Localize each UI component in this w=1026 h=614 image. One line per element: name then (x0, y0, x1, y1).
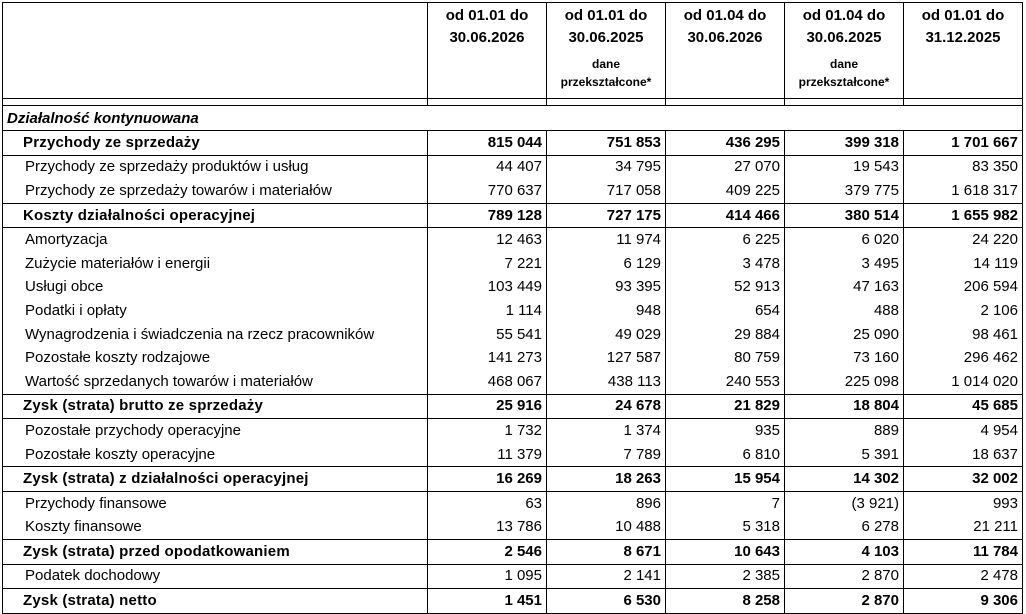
row-value-col-2: 727 175 (547, 203, 666, 228)
row-value-col-3: 5 318 (666, 516, 785, 540)
row-value-col-1: 7 221 (428, 252, 547, 276)
row-value-col-4: 14 302 (785, 467, 904, 492)
header-row (3, 3, 1023, 99)
row-value-col-5: 14 119 (904, 252, 1023, 276)
row-value-col-3: 29 884 (666, 323, 785, 347)
row-value-col-1: 815 044 (428, 131, 547, 156)
row-value-col-2: 11 974 (547, 228, 666, 252)
header-col-4 (785, 3, 904, 99)
row-value-col-1: 63 (428, 491, 547, 515)
row-value-col-3: 15 954 (666, 467, 785, 492)
row-value-col-3: 80 759 (666, 346, 785, 370)
row-value-col-3: 21 829 (666, 394, 785, 419)
row-value-col-1: 141 273 (428, 346, 547, 370)
row-value-col-1: 1 732 (428, 419, 547, 443)
row-value-col-5: 1 014 020 (904, 370, 1023, 394)
row-value-col-3: 6 810 (666, 443, 785, 467)
row-value-col-5: 24 220 (904, 228, 1023, 252)
row-value-col-3: 8 258 (666, 589, 785, 614)
row-value-col-4: (3 921) (785, 491, 904, 515)
row-label: Usługi obce (3, 276, 428, 300)
row-value-col-4: 379 775 (785, 179, 904, 203)
row-value-col-4: 2 870 (785, 564, 904, 589)
income-statement (2, 2, 1022, 614)
row-value-col-1: 12 463 (428, 228, 547, 252)
row-label: Pozostałe przychody operacyjne (3, 419, 428, 443)
row-value-col-3: 10 643 (666, 540, 785, 565)
row-label: Zużycie materiałów i energii (3, 252, 428, 276)
table-row (3, 252, 1023, 276)
header-period-start: od 01.04 do (683, 7, 767, 24)
row-value-col-4: 47 163 (785, 276, 904, 300)
table-row (3, 276, 1023, 300)
table-row (3, 419, 1023, 443)
header-period-end: 30.06.2025 (806, 29, 882, 46)
row-value-col-2: 93 395 (547, 276, 666, 300)
row-value-col-4: 18 804 (785, 394, 904, 419)
row-value-col-1: 789 128 (428, 203, 547, 228)
table-row-total (3, 131, 1023, 156)
row-value-col-3: 2 385 (666, 564, 785, 589)
table-row (3, 323, 1023, 347)
row-value-col-2: 24 678 (547, 394, 666, 419)
row-label: Zysk (strata) przed opodatkowaniem (3, 540, 428, 565)
row-value-col-1: 13 786 (428, 516, 547, 540)
row-value-col-2: 127 587 (547, 346, 666, 370)
row-label: Wartość sprzedanych towarów i materiałów (3, 370, 428, 394)
header-corner-cell (3, 3, 428, 99)
row-label: Przychody finansowe (3, 491, 428, 515)
table-row-total (3, 394, 1023, 419)
section-row (3, 106, 1023, 131)
row-value-col-3: 52 913 (666, 276, 785, 300)
row-value-col-2: 8 671 (547, 540, 666, 565)
row-value-col-1: 44 407 (428, 155, 547, 179)
table-row (3, 228, 1023, 252)
table-row-total (3, 467, 1023, 492)
row-value-col-5: 1 701 667 (904, 131, 1023, 156)
row-value-col-5: 2 106 (904, 299, 1023, 323)
table-row-total (3, 203, 1023, 228)
table-row (3, 516, 1023, 540)
row-value-col-3: 414 466 (666, 203, 785, 228)
row-value-col-4: 3 495 (785, 252, 904, 276)
section-title: Działalność kontynuowana (3, 106, 1023, 131)
row-value-col-4: 2 870 (785, 589, 904, 614)
header-period-end: 31.12.2025 (925, 29, 1001, 46)
row-value-col-5: 4 954 (904, 419, 1023, 443)
row-value-col-4: 488 (785, 299, 904, 323)
row-value-col-2: 7 789 (547, 443, 666, 467)
row-value-col-1: 103 449 (428, 276, 547, 300)
row-value-col-5: 9 306 (904, 589, 1023, 614)
row-value-col-3: 436 295 (666, 131, 785, 156)
table-row (3, 443, 1023, 467)
table-row (3, 491, 1023, 515)
row-value-col-5: 206 594 (904, 276, 1023, 300)
row-value-col-5: 18 637 (904, 443, 1023, 467)
table-row (3, 155, 1023, 179)
header-restated-note: dane przekształcone* (798, 57, 890, 89)
row-value-col-1: 1 095 (428, 564, 547, 589)
header-col-1 (428, 3, 547, 99)
header-period-start: od 01.01 do (564, 7, 648, 24)
row-value-col-2: 49 029 (547, 323, 666, 347)
row-value-col-4: 73 160 (785, 346, 904, 370)
row-value-col-4: 889 (785, 419, 904, 443)
row-value-col-2: 896 (547, 491, 666, 515)
row-value-col-1: 770 637 (428, 179, 547, 203)
row-value-col-4: 399 318 (785, 131, 904, 156)
row-label: Podatki i opłaty (3, 299, 428, 323)
income-statement-table (2, 2, 1023, 614)
row-value-col-4: 19 543 (785, 155, 904, 179)
row-label: Zysk (strata) brutto ze sprzedaży (3, 394, 428, 419)
row-value-col-5: 21 211 (904, 516, 1023, 540)
table-row (3, 179, 1023, 203)
row-label: Podatek dochodowy (3, 564, 428, 589)
row-value-col-1: 2 546 (428, 540, 547, 565)
row-value-col-2: 438 113 (547, 370, 666, 394)
header-restated-note: dane przekształcone* (560, 57, 652, 89)
header-col-3 (666, 3, 785, 99)
row-value-col-2: 2 141 (547, 564, 666, 589)
spacer-row (3, 99, 1023, 106)
row-value-col-3: 654 (666, 299, 785, 323)
row-label: Koszty działalności operacyjnej (3, 203, 428, 228)
row-value-col-5: 993 (904, 491, 1023, 515)
row-label: Zysk (strata) z działalności operacyjnej (3, 467, 428, 492)
header-col-2 (547, 3, 666, 99)
row-value-col-3: 409 225 (666, 179, 785, 203)
row-value-col-3: 7 (666, 491, 785, 515)
header-col-5 (904, 3, 1023, 99)
row-value-col-5: 296 462 (904, 346, 1023, 370)
row-label: Koszty finansowe (3, 516, 428, 540)
row-value-col-2: 1 374 (547, 419, 666, 443)
row-label: Przychody ze sprzedaży produktów i usług (3, 155, 428, 179)
row-value-col-2: 18 263 (547, 467, 666, 492)
table-row (3, 370, 1023, 394)
row-value-col-1: 11 379 (428, 443, 547, 467)
row-value-col-5: 98 461 (904, 323, 1023, 347)
header-period-start: od 01.04 do (802, 7, 886, 24)
table-row-total (3, 540, 1023, 565)
table-row (3, 564, 1023, 589)
header-period-end: 30.06.2026 (449, 29, 525, 46)
row-value-col-3: 935 (666, 419, 785, 443)
table-row (3, 346, 1023, 370)
row-value-col-2: 751 853 (547, 131, 666, 156)
row-value-col-2: 34 795 (547, 155, 666, 179)
row-value-col-4: 4 103 (785, 540, 904, 565)
row-value-col-5: 11 784 (904, 540, 1023, 565)
row-value-col-3: 6 225 (666, 228, 785, 252)
table-row-total (3, 589, 1023, 614)
row-value-col-1: 25 916 (428, 394, 547, 419)
row-label: Przychody ze sprzedaży towarów i materiałów (3, 179, 428, 203)
row-value-col-4: 225 098 (785, 370, 904, 394)
row-value-col-4: 6 020 (785, 228, 904, 252)
row-value-col-5: 2 478 (904, 564, 1023, 589)
row-value-col-4: 6 278 (785, 516, 904, 540)
row-value-col-2: 6 530 (547, 589, 666, 614)
row-value-col-3: 240 553 (666, 370, 785, 394)
row-label: Pozostałe koszty operacyjne (3, 443, 428, 467)
row-value-col-5: 1 618 317 (904, 179, 1023, 203)
header-period-end: 30.06.2025 (568, 29, 644, 46)
row-value-col-2: 10 488 (547, 516, 666, 540)
row-value-col-4: 25 090 (785, 323, 904, 347)
row-value-col-4: 5 391 (785, 443, 904, 467)
row-value-col-1: 468 067 (428, 370, 547, 394)
row-value-col-1: 1 451 (428, 589, 547, 614)
row-label: Pozostałe koszty rodzajowe (3, 346, 428, 370)
table-row (3, 299, 1023, 323)
header-period-end: 30.06.2026 (687, 29, 763, 46)
row-value-col-5: 45 685 (904, 394, 1023, 419)
header-period-start: od 01.01 do (921, 7, 1005, 24)
row-value-col-1: 55 541 (428, 323, 547, 347)
row-value-col-2: 717 058 (547, 179, 666, 203)
row-value-col-2: 6 129 (547, 252, 666, 276)
row-value-col-1: 1 114 (428, 299, 547, 323)
row-value-col-2: 948 (547, 299, 666, 323)
row-value-col-5: 83 350 (904, 155, 1023, 179)
row-label: Wynagrodzenia i świadczenia na rzecz pracowników (3, 323, 428, 347)
row-value-col-3: 3 478 (666, 252, 785, 276)
row-value-col-5: 32 002 (904, 467, 1023, 492)
row-value-col-5: 1 655 982 (904, 203, 1023, 228)
row-value-col-1: 16 269 (428, 467, 547, 492)
row-value-col-3: 27 070 (666, 155, 785, 179)
row-label: Przychody ze sprzedaży (3, 131, 428, 156)
row-label: Zysk (strata) netto (3, 589, 428, 614)
header-period-start: od 01.01 do (445, 7, 529, 24)
row-label: Amortyzacja (3, 228, 428, 252)
row-value-col-4: 380 514 (785, 203, 904, 228)
